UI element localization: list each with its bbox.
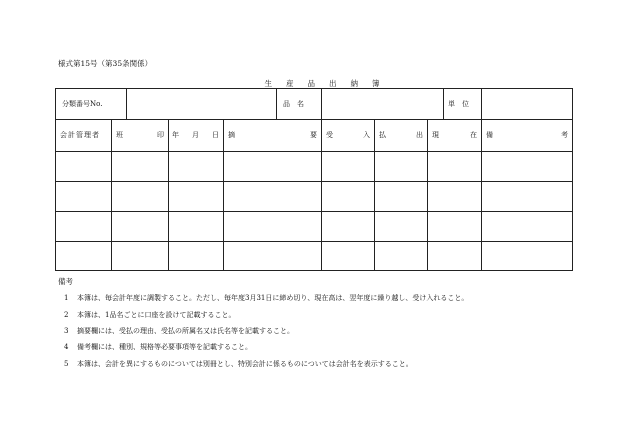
note-item xyxy=(64,359,413,369)
col-day: 日 xyxy=(212,131,219,139)
col-divider xyxy=(111,119,112,270)
col-month: 月 xyxy=(192,131,199,139)
row-divider xyxy=(56,211,572,212)
item-name-label: 品 名 xyxy=(283,100,304,108)
note-number: 2 xyxy=(64,311,69,319)
note-item xyxy=(64,342,252,352)
col-remarks-a: 備 xyxy=(486,131,493,139)
note-text: 備考欄には、種別、規格等必要事項等を記載すること。 xyxy=(77,343,252,351)
notes-heading: 備考 xyxy=(58,277,73,286)
row-divider xyxy=(56,241,572,242)
col-summary-a: 摘 xyxy=(228,131,235,139)
col-pay-a: 払 xyxy=(379,131,386,139)
row-divider xyxy=(56,151,572,152)
col-current-a: 現 xyxy=(432,131,439,139)
note-number: 3 xyxy=(64,327,69,335)
col-in: 印 xyxy=(157,131,164,139)
col-divider xyxy=(223,119,224,270)
col-divider xyxy=(481,119,482,270)
note-text: 本簿は、1品名ごとに口座を設けて記載すること。 xyxy=(77,311,236,319)
col-receive-b: 入 xyxy=(363,131,370,139)
unit-label: 単 位 xyxy=(448,100,469,108)
note-item xyxy=(64,310,235,320)
form-id: 様式第15号（第35条関係） xyxy=(58,59,153,68)
col-divider xyxy=(321,89,322,119)
row-divider xyxy=(56,119,572,120)
note-number: 4 xyxy=(64,343,69,351)
col-summary-b: 要 xyxy=(310,131,317,139)
col-divider xyxy=(481,89,482,119)
note-number: 1 xyxy=(64,294,69,302)
col-divider xyxy=(443,89,444,119)
col-divider xyxy=(427,119,428,270)
note-item xyxy=(64,293,468,303)
col-receive-a: 受 xyxy=(326,131,333,139)
ledger-table xyxy=(55,88,573,271)
col-current-b: 在 xyxy=(470,131,477,139)
col-pay-b: 出 xyxy=(416,131,423,139)
col-divider xyxy=(374,119,375,270)
col-remarks-b: 考 xyxy=(561,131,568,139)
note-item xyxy=(64,326,294,336)
classification-label: 分類番号No. xyxy=(62,100,103,108)
note-text: 摘要欄には、受払の理由、受払の所属名又は氏名等を記載すること。 xyxy=(77,327,294,335)
col-divider xyxy=(126,89,127,119)
note-number: 5 xyxy=(64,360,69,368)
col-divider xyxy=(276,89,277,119)
note-text: 本簿は、会計を異にするものについては別冊とし、特別会計に係るものについては会計名を表示すること。 xyxy=(77,360,413,368)
col-divider xyxy=(168,119,169,270)
col-divider xyxy=(321,119,322,270)
col-year: 年 xyxy=(172,131,179,139)
note-text: 本簿は、毎会計年度に調製すること。ただし、毎年度3月31日に締め切り、現在高は、翌年度に繰り越し、受け入れること。 xyxy=(77,294,469,302)
row-divider xyxy=(56,181,572,182)
ledger-title: 生産品出納簿 xyxy=(264,79,394,88)
col-ban: 班 xyxy=(116,131,123,139)
col-manager: 会計管理者 xyxy=(60,131,100,139)
